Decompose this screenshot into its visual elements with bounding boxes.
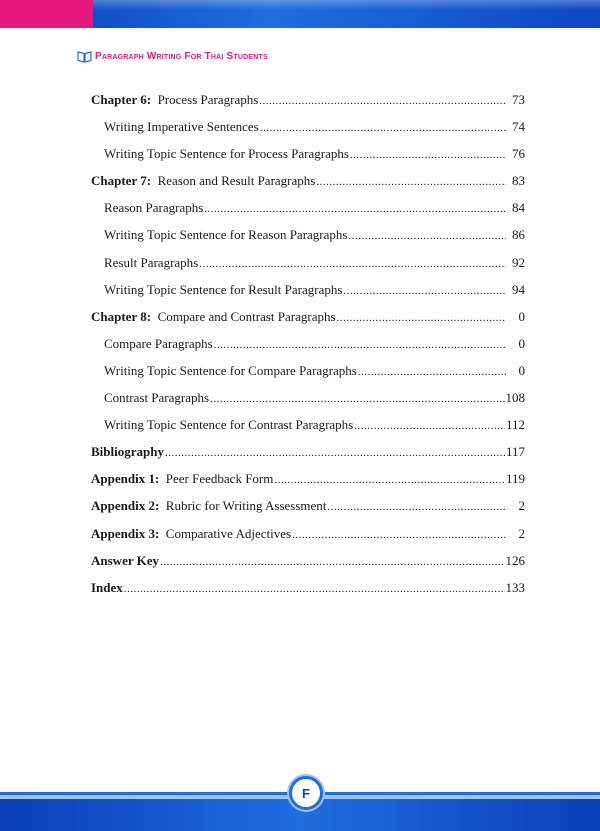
toc-entry-title: Writing Topic Sentence for Contrast Paragraphs (104, 417, 354, 433)
dot-leader (316, 169, 506, 196)
toc-entry-page: 133 (505, 579, 525, 595)
dot-leader (274, 467, 505, 494)
toc-entry-page: 112 (505, 417, 525, 433)
toc-entry (91, 492, 525, 519)
toc-entry-title: Writing Topic Sentence for Reason Paragraphs (104, 227, 348, 243)
toc-entry-page: 86 (512, 227, 525, 243)
toc-entry (91, 330, 525, 357)
running-header (77, 45, 268, 67)
open-book-icon (77, 50, 92, 63)
toc-entry-title: Process Paragraphs (157, 92, 259, 107)
toc-entry-number: Chapter 7: (91, 173, 152, 189)
dot-leader (199, 251, 506, 278)
toc-entry-number: Chapter 6: (91, 92, 152, 107)
toc-entry-label (104, 330, 213, 357)
toc-entry-label (91, 438, 164, 465)
toc-entry-label (104, 357, 357, 384)
toc-entry (91, 465, 525, 492)
toc-entry-title: Reason Paragraphs (104, 200, 204, 216)
toc-entry-title: Peer Feedback Form (165, 471, 274, 487)
toc-entry (91, 357, 525, 384)
toc-entry-number: Appendix 3: (91, 525, 160, 541)
toc-entry (91, 140, 525, 167)
toc-entry-page: 74 (512, 119, 525, 135)
toc-entry-page: 0 (518, 308, 525, 324)
toc-entry-label (91, 574, 123, 601)
toc-entry (91, 303, 525, 330)
toc-entry-title: Writing Imperative Sentences (104, 119, 259, 135)
toc-entry-label (91, 465, 273, 492)
table-of-contents (91, 86, 525, 601)
toc-entry-page: 94 (512, 281, 525, 297)
toc-entry-page: 0 (518, 362, 525, 378)
toc-entry (91, 221, 525, 248)
toc-entry-title: Index (91, 579, 123, 595)
toc-entry-label (104, 384, 209, 411)
toc-entry-title: Rubric for Writing Assessment (165, 498, 327, 514)
toc-entry-label (104, 194, 203, 221)
toc-entry-title: Writing Topic Sentence for Result Paragraphs (104, 281, 343, 297)
toc-entry-title: Answer Key (91, 552, 160, 568)
toc-entry-title: Writing Topic Sentence for Process Paragraphs (104, 146, 349, 162)
toc-entry-page: 83 (512, 173, 525, 189)
dot-leader (260, 115, 506, 142)
toc-entry (91, 384, 525, 411)
toc-entry-label (104, 140, 349, 167)
dot-leader (160, 549, 504, 576)
toc-entry-label (104, 411, 353, 438)
toc-entry-page: 84 (512, 200, 525, 216)
toc-entry-label (91, 303, 336, 330)
dot-leader (343, 278, 506, 305)
toc-entry-title: Contrast Paragraphs (104, 390, 210, 406)
toc-entry (91, 547, 525, 574)
dot-leader (350, 142, 506, 169)
toc-entry-number: Appendix 2: (91, 498, 160, 514)
toc-entry-title: Compare Paragraphs (104, 335, 213, 351)
toc-entry-title: Bibliography (91, 444, 164, 460)
toc-entry-title: Writing Topic Sentence for Compare Paragraphs (104, 362, 357, 378)
dot-leader (124, 576, 505, 603)
dot-leader (210, 386, 504, 413)
toc-entry-title: Comparative Adjectives (165, 525, 292, 541)
toc-entry-number: Appendix 1: (91, 471, 160, 487)
dot-leader (292, 522, 506, 549)
toc-entry (91, 520, 525, 547)
toc-entry-title: Result Paragraphs (104, 254, 199, 270)
dot-leader (348, 223, 506, 250)
toc-entry-page: 117 (505, 444, 525, 460)
toc-entry-page: 92 (512, 254, 525, 270)
toc-entry-page: 76 (512, 146, 525, 162)
dot-leader (354, 413, 505, 440)
toc-entry-page: 108 (505, 390, 525, 406)
dot-leader (259, 88, 506, 115)
running-title: Paragraph Writing For Thai Students (95, 50, 268, 62)
toc-entry (91, 194, 525, 221)
toc-entry (91, 86, 525, 113)
top-banner-pink-block (0, 0, 93, 28)
dot-leader (358, 359, 506, 386)
dot-leader (337, 305, 506, 332)
toc-entry (91, 113, 525, 140)
toc-entry (91, 574, 525, 601)
page-number-badge (289, 776, 323, 810)
toc-entry-page: 126 (505, 552, 525, 568)
toc-entry-label (104, 221, 347, 248)
toc-entry-page: 2 (518, 498, 525, 514)
toc-entry-label (91, 167, 315, 194)
toc-entry (91, 276, 525, 303)
toc-entry-page: 119 (505, 471, 525, 487)
toc-entry-label (91, 520, 291, 547)
toc-entry (91, 167, 525, 194)
dot-leader (165, 440, 505, 467)
dot-leader (327, 494, 506, 521)
toc-entry (91, 249, 525, 276)
dot-leader (204, 196, 506, 223)
toc-entry (91, 438, 525, 465)
toc-entry-label (91, 492, 326, 519)
dot-leader (214, 332, 506, 359)
page-number: F (302, 785, 310, 801)
toc-entry-number: Chapter 8: (91, 308, 152, 324)
toc-entry-label (104, 113, 259, 140)
toc-entry-page: 0 (518, 335, 525, 351)
toc-entry-label (91, 547, 159, 574)
toc-entry-label (104, 249, 198, 276)
toc-entry-page: 73 (512, 92, 525, 107)
toc-entry-title: Reason and Result Paragraphs (157, 173, 316, 189)
toc-entry-label (104, 276, 342, 303)
toc-entry-page: 2 (518, 525, 525, 541)
toc-entry (91, 411, 525, 438)
toc-entry-label (91, 86, 258, 113)
top-banner-shine (93, 0, 600, 10)
toc-entry-title: Compare and Contrast Paragraphs (157, 308, 336, 324)
